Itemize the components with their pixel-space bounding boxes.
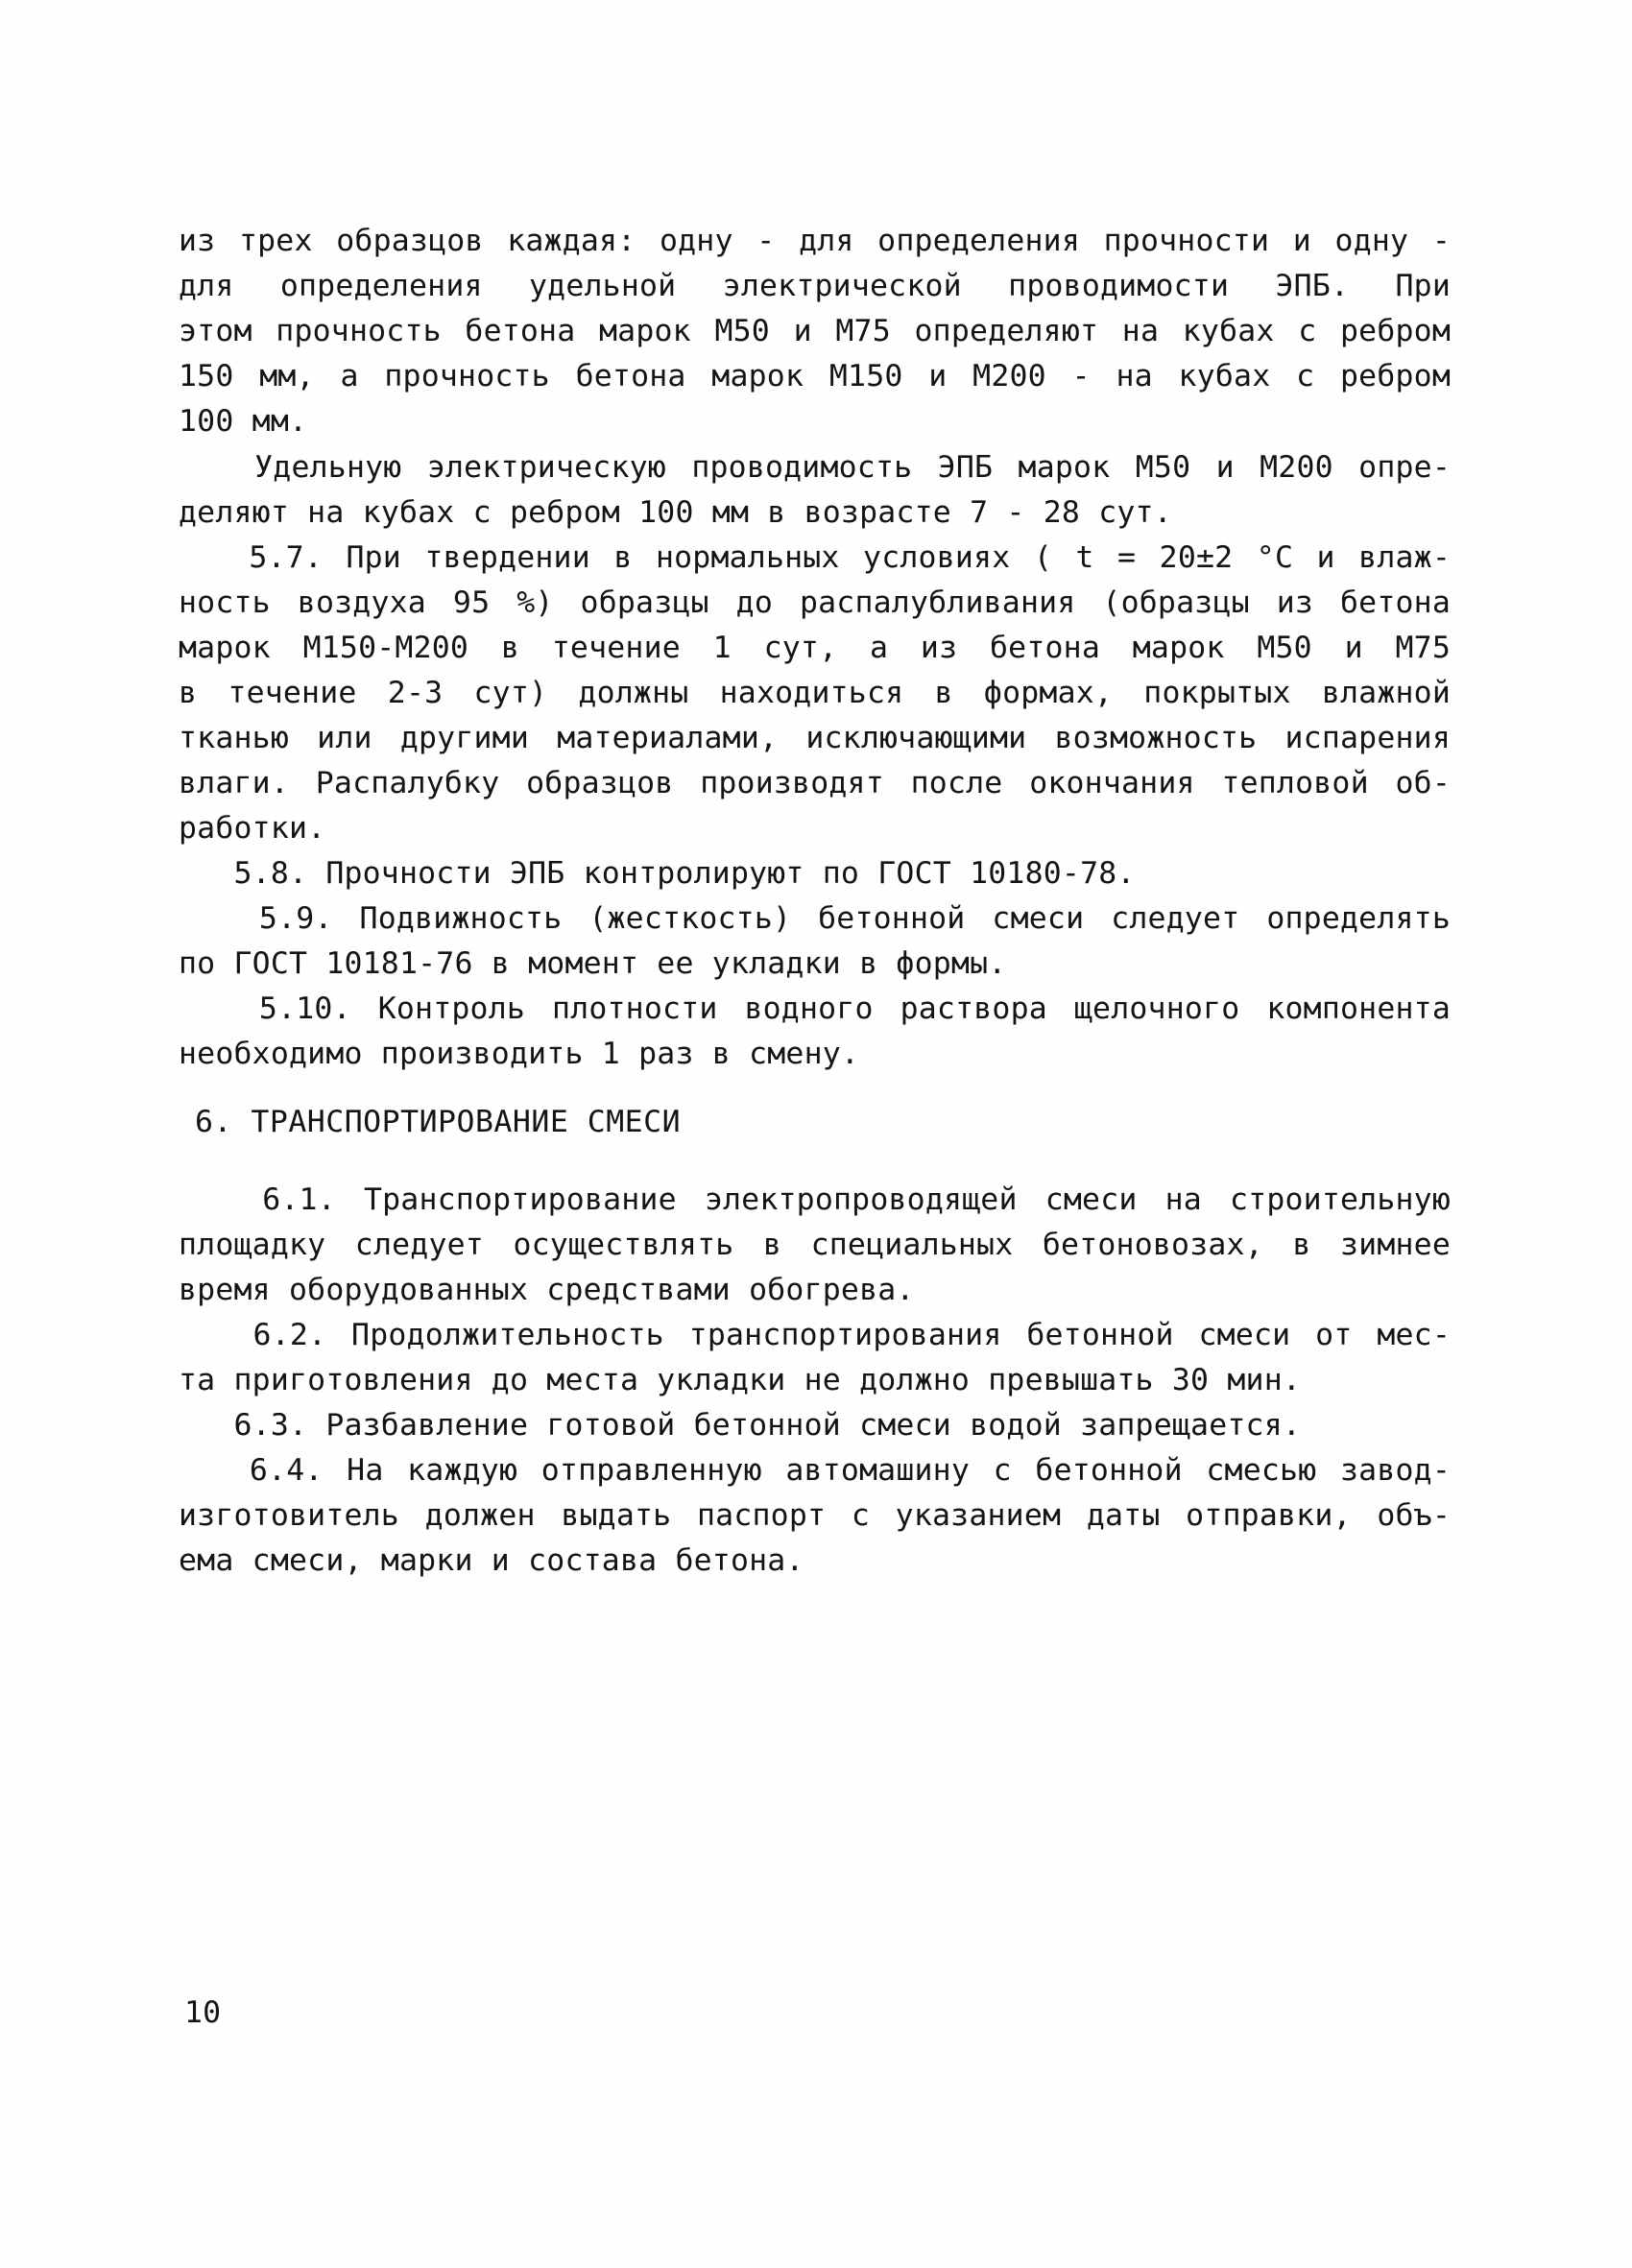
text-line: в течение 2-3 сут) должны находиться в формах, покрытых влажной [179,676,1451,710]
text-line: деляют на кубах с ребром 100 мм в возрасте 7 - 28 сут. [179,495,1172,530]
text-line: площадку следует осуществлять в специальных бетоновозах, в зимнее [179,1228,1451,1262]
text-line: 5.10. Контроль плотности водного раствора щелочного компонента [179,991,1451,1026]
text-line: Удельную электрическую проводимость ЭПБ марок М50 и М200 опре- [179,450,1451,485]
text-line: тканью или другими материалами, исключающими возможность испарения [179,721,1451,755]
page-number: 10 [184,1995,222,2030]
text-line: по ГОСТ 10181-76 в момент ее укладки в формы. [179,946,1007,981]
text-line: 5.7. При твердении в нормальных условиях ( t = 20±2 °С и влаж- [179,540,1451,575]
text-line: изготовитель должен выдать паспорт с указанием даты отправки, объ- [179,1498,1451,1533]
text-line: влаги. Распалубку образцов производят после окончания тепловой об- [179,766,1451,800]
text-line: 6.3. Разбавление готовой бетонной смеси водой запрещается. [179,1408,1302,1443]
text-line: для определения удельной электрической проводимости ЭПБ. При [179,269,1451,303]
text-line: марок М150-М200 в течение 1 сут, а из бетона марок М50 и М75 [179,631,1451,665]
text-line: ема смеси, марки и состава бетона. [179,1543,804,1578]
text-line: работки. [179,811,326,846]
text-line: необходимо производить 1 раз в смену. [179,1037,860,1071]
text-line: 5.9. Подвижность (жесткость) бетонной смеси следует определять [179,901,1451,936]
text-line: 100 мм. [179,404,308,439]
text-line: ность воздуха 95 %) образцы до распалубливания (образцы из бетона [179,585,1451,620]
text-line: та приготовления до места укладки не должно превышать 30 мин. [179,1363,1302,1397]
text-line: 150 мм, а прочность бетона марок М150 и М200 - на кубах с ребром [179,359,1451,394]
text-line: 6.2. Продолжительность транспортирования бетонной смеси от мес- [179,1318,1451,1352]
text-line: 5.8. Прочности ЭПБ контролируют по ГОСТ 10180-78. [179,856,1136,891]
text-line: этом прочность бетона марок М50 и М75 определяют на кубах с ребром [179,314,1451,348]
text-line: 6.1. Транспортирование электропроводящей смеси на строительную [179,1182,1451,1217]
section-heading: 6. ТРАНСПОРТИРОВАНИЕ СМЕСИ [195,1105,682,1139]
text-line: из трех образцов каждая: одну - для определения прочности и одну - [179,224,1451,258]
text-line: время оборудованных средствами обогрева. [179,1273,915,1307]
text-line: 6.4. На каждую отправленную автомашину с бетонной смесью завод- [179,1453,1451,1488]
